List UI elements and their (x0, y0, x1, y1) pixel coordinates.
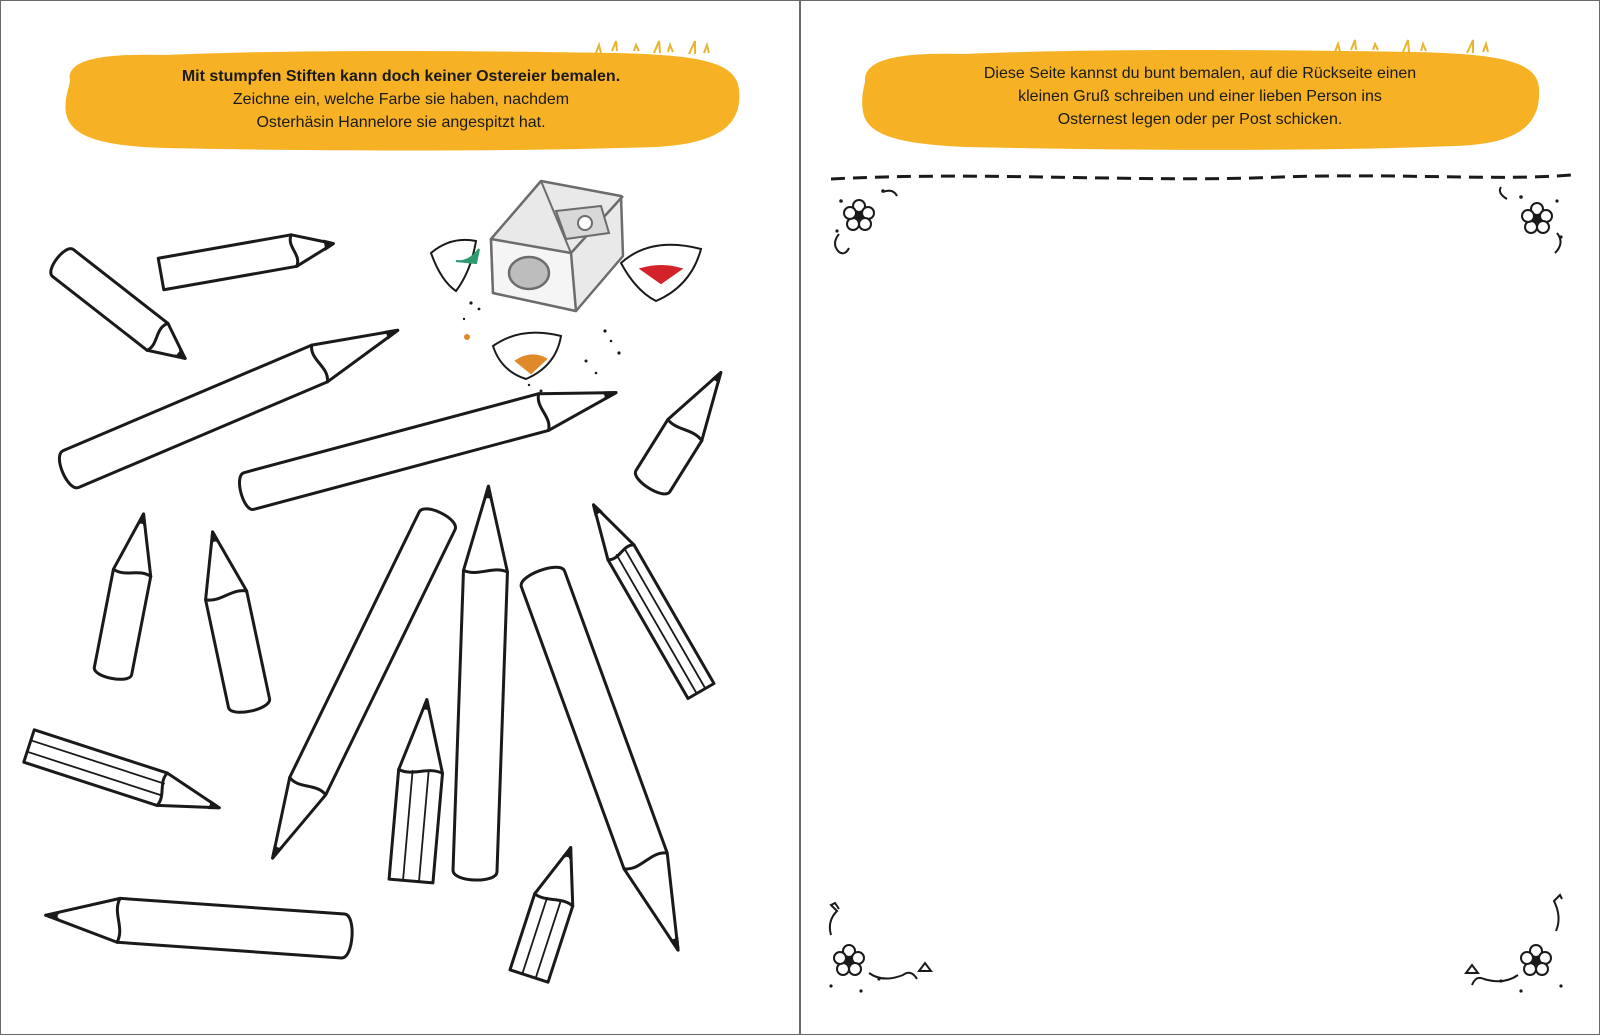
left-page (0, 0, 800, 1035)
banner-line: Diese Seite kannst du bunt bemalen, auf die Rückseite einen (983, 65, 1417, 82)
pencil-icon (632, 362, 738, 499)
pencil-sharpener-icon (491, 181, 623, 311)
pencil-icon (453, 485, 511, 880)
banner-line: Zeichne ein, welche Farbe sie haben, nachdem (232, 91, 570, 108)
flower-corner-icon (1500, 187, 1561, 253)
banner-line: kleinen Gruß schreiben und einer lieben Person ins (1018, 88, 1382, 105)
banner-headline: Mit stumpfen Stiften kann doch keiner Ostereier bemalen. (181, 68, 621, 85)
flower-corner-icon (1466, 895, 1562, 985)
pencils-illustration (1, 1, 801, 1036)
pencil-icon (192, 527, 271, 715)
pencil-icon (389, 698, 449, 883)
pencil-icon (44, 893, 353, 958)
pencil-icon (93, 510, 162, 682)
instruction-banner-right (855, 38, 1545, 158)
dashed-cut-line (831, 175, 1571, 179)
pencil-icon (510, 841, 590, 982)
pencil-icon (24, 730, 225, 824)
flower-corner-icon (835, 191, 897, 254)
pencil-icon (158, 228, 336, 290)
banner-line: Osternest legen oder per Post schicken. (1057, 111, 1343, 128)
flower-corner-icon (830, 903, 931, 979)
banner-line: Osterhäsin Hannelore sie angespitzt hat. (256, 114, 546, 131)
